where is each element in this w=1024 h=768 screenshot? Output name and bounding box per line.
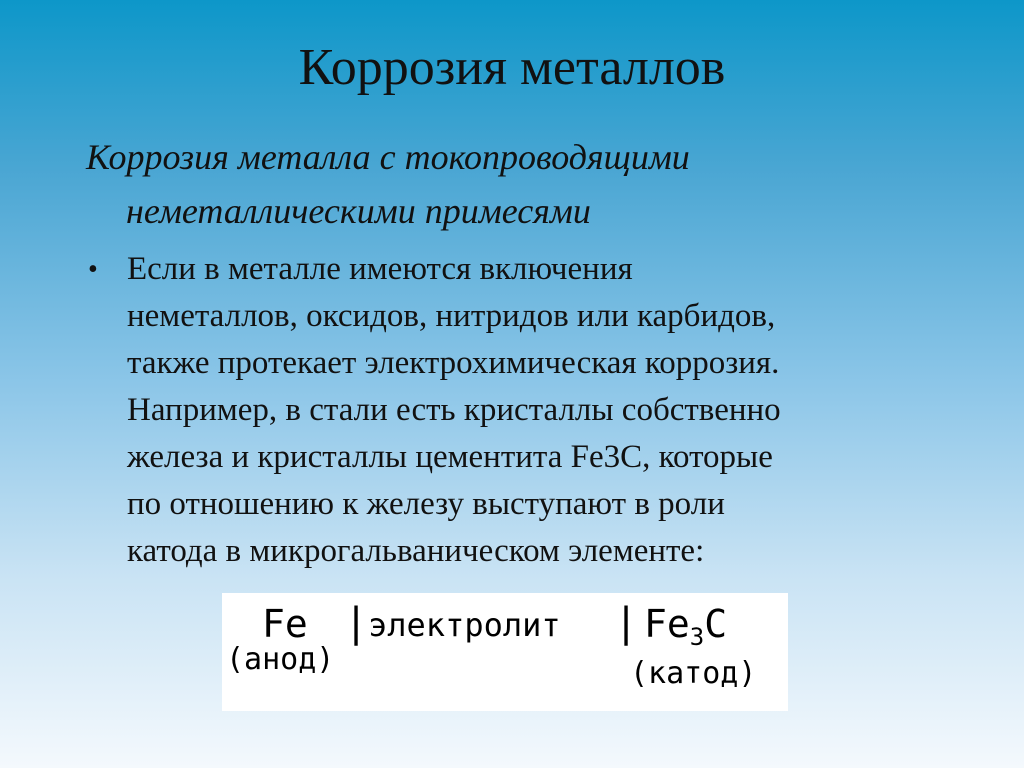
bullet-line: неметаллов, оксидов, нитридов или карбидов, xyxy=(127,298,776,334)
cathode-subscript: 3 xyxy=(689,623,705,651)
bullet-marker: • xyxy=(88,254,98,285)
cathode-symbol xyxy=(644,602,728,651)
bullet-line: Например, в стали есть кристаллы собственно xyxy=(127,392,781,428)
cathode-label: (катод) xyxy=(630,656,757,691)
subtitle-line-2: неметаллическими примесями xyxy=(126,191,591,231)
separator-left: | xyxy=(344,600,369,646)
bullet-paragraph xyxy=(86,246,966,575)
bullet-line: также протекает электрохимическая коррозия. xyxy=(127,345,780,381)
galvanic-cell-formula xyxy=(222,593,788,711)
subtitle-line-1: Коррозия металла с токопроводящими xyxy=(86,137,690,177)
anode-symbol: Fe xyxy=(262,602,308,646)
electrolyte-label: электролит xyxy=(368,606,561,644)
anode-label: (анод) xyxy=(226,642,335,677)
slide-title: Коррозия металлов xyxy=(298,39,726,96)
bullet-line: катода в микрогальваническом элементе: xyxy=(127,533,705,569)
slide-subtitle xyxy=(86,130,966,238)
bullet-line: Если в металле имеются включения xyxy=(127,251,633,287)
cathode-symbol-tail: C xyxy=(704,602,728,646)
bullet-line: по отношению к железу выступают в роли xyxy=(127,486,725,522)
cathode-symbol-main: Fe xyxy=(644,602,690,646)
bullet-line: железа и кристаллы цементита Fe3C, которые xyxy=(127,439,773,475)
separator-right: | xyxy=(614,600,639,646)
